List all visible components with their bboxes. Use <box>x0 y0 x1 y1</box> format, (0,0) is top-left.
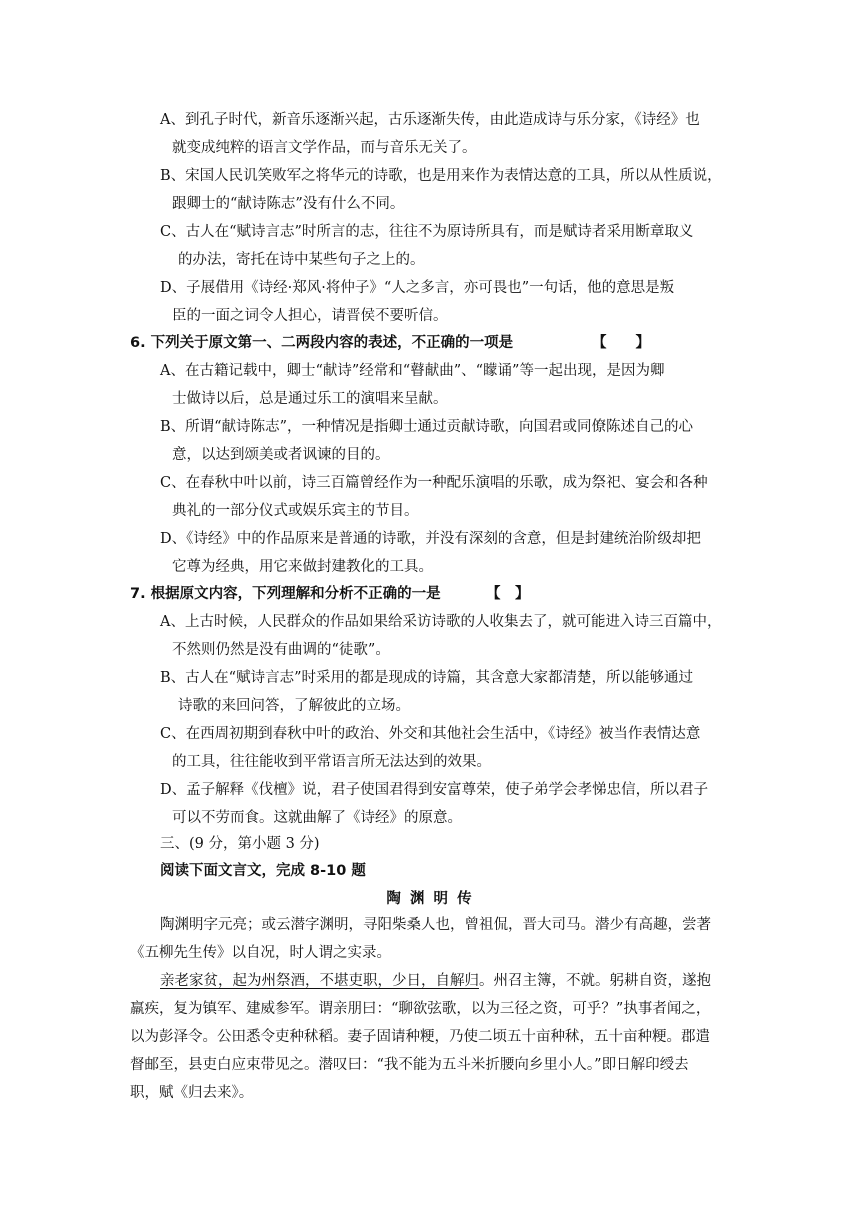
q6-option-b-line1: B、所谓“献诗陈志”，一种情况是指卿士通过贡献诗歌，向国君或同僚陈述自己的心 <box>160 419 693 435</box>
passage-paragraph2-line3: 以为彭泽令。公田悉令吏种秫稻。妻子固请种粳，乃使二顷五十亩种秫，五十亩种粳。郡遣 <box>130 1029 710 1045</box>
section-heading: 三、(9 分，第小题 3 分) <box>160 836 320 852</box>
paragraph2-line1-rest: 。州召主簿，不就。躬耕自资，遂抱 <box>479 973 711 989</box>
reading-instruction: 阅读下面文言文，完成 8-10 题 <box>160 863 366 879</box>
q7-option-b-line1: B、古人在“赋诗言志”时采用的都是现成的诗篇，其含意大家都清楚，所以能够通过 <box>160 670 693 686</box>
q7-option-a-line2: 不然则仍然是没有曲调的“徒歌”。 <box>172 642 390 658</box>
q7-answer-bracket: 【 】 <box>486 586 530 602</box>
q7-option-b-line2: 诗歌的来回问答，了解彼此的立场。 <box>178 698 410 714</box>
q6-option-a-line2: 士做诗以后，总是通过乐工的演唱来呈献。 <box>172 391 448 407</box>
q6-option-c-line2: 典礼的一部分仪式或娱乐宾主的节目。 <box>172 503 419 519</box>
passage-paragraph1-line1: 陶渊明字元亮；或云潜字渊明，寻阳柴桑人也，曾祖侃，晋大司马。潜少有高趣，尝著 <box>160 917 711 933</box>
q6-option-d-line2: 它尊为经典，用它来做封建教化的工具。 <box>172 559 433 575</box>
q5-option-d-line2: 臣的一面之词令人担心，请晋侯不要听信。 <box>172 308 448 324</box>
q7-option-d-line2: 可以不劳而食。这就曲解了《诗经》的原意。 <box>172 810 462 826</box>
underlined-sentence: 亲老家贫，起为州祭酒，不堪吏职，少日，自解归 <box>160 973 479 989</box>
q6-answer-bracket: 【 】 <box>592 335 650 351</box>
q5-option-a-line2: 就变成纯粹的语言文学作品，而与音乐无关了。 <box>172 140 477 156</box>
q5-option-c-line2: 的办法，寄托在诗中某些句子之上的。 <box>178 252 425 268</box>
q7-option-a-line1: A、上古时候，人民群众的作品如果给采访诗歌的人收集去了，就可能进入诗三百篇中， <box>160 614 722 630</box>
q6-option-c-line1: C、在春秋中叶以前，诗三百篇曾经作为一种配乐演唱的乐歌，成为祭祀、宴会和各种 <box>160 475 708 491</box>
q5-option-c-line1: C、古人在“赋诗言志”时所言的志，往往不为原诗所具有，而是赋诗者采用断章取义 <box>160 224 694 240</box>
q7-option-c-line1: C、在西周初期到春秋中叶的政治、外交和其他社会生活中，《诗经》被当作表情达意 <box>160 726 701 742</box>
q7-stem: 7. 根据原文内容，下列理解和分析不正确的一是 <box>130 586 441 602</box>
passage-paragraph2-line5: 职，赋《归去来》。 <box>130 1085 254 1101</box>
passage-paragraph2-line2: 羸疾，复为镇军、建威参军。谓亲朋曰：“聊欲弦歌，以为三径之资，可乎？”执事者闻之， <box>130 1001 711 1017</box>
passage-paragraph2-line4: 督邮至，县吏白应束带见之。潜叹曰：“我不能为五斗米折腰向乡里小人。”即日解印绶去 <box>130 1057 689 1073</box>
q6-option-a-line1: A、在古籍记载中，卿士“献诗”经常和“瞽献曲”、“矇诵”等一起出现，是因为卿 <box>160 363 665 379</box>
q5-option-d-line1: D、子展借用《诗经·郑风·将仲子》“人之多言，亦可畏也”一句话，他的意思是叛 <box>160 280 675 296</box>
q7-option-d-line1: D、孟子解释《伐檀》说，君子使国君得到安富尊荣，使子弟学会孝悌忠信，所以君子 <box>160 782 709 798</box>
q6-stem: 6. 下列关于原文第一、二两段内容的表述，不正确的一项是 <box>130 335 514 351</box>
passage-paragraph1-line2: 《五柳先生传》以自况，时人谓之实录。 <box>130 945 391 961</box>
q7-option-c-line2: 的工具，往往能收到平常语言所无法达到的效果。 <box>172 754 491 770</box>
passage-paragraph2-line1 <box>160 971 711 991</box>
q5-option-a-line1: A、到孔子时代，新音乐逐渐兴起，古乐逐渐失传，由此造成诗与乐分家，《诗经》也 <box>160 112 700 128</box>
q6-option-b-line2: 意，以达到颂美或者讽谏的目的。 <box>172 447 390 463</box>
passage-title: 陶 渊 明 传 <box>386 891 474 907</box>
q5-option-b-line2: 跟卿士的“献诗陈志”没有什么不同。 <box>172 196 405 212</box>
q5-option-b-line1: B、宋国人民讥笑败军之将华元的诗歌，也是用来作为表情达意的工具，所以从性质说， <box>160 168 722 184</box>
q6-option-d-line1: D、《诗经》中的作品原来是普通的诗歌，并没有深刻的含意，但是封建统治阶级却把 <box>160 531 701 547</box>
